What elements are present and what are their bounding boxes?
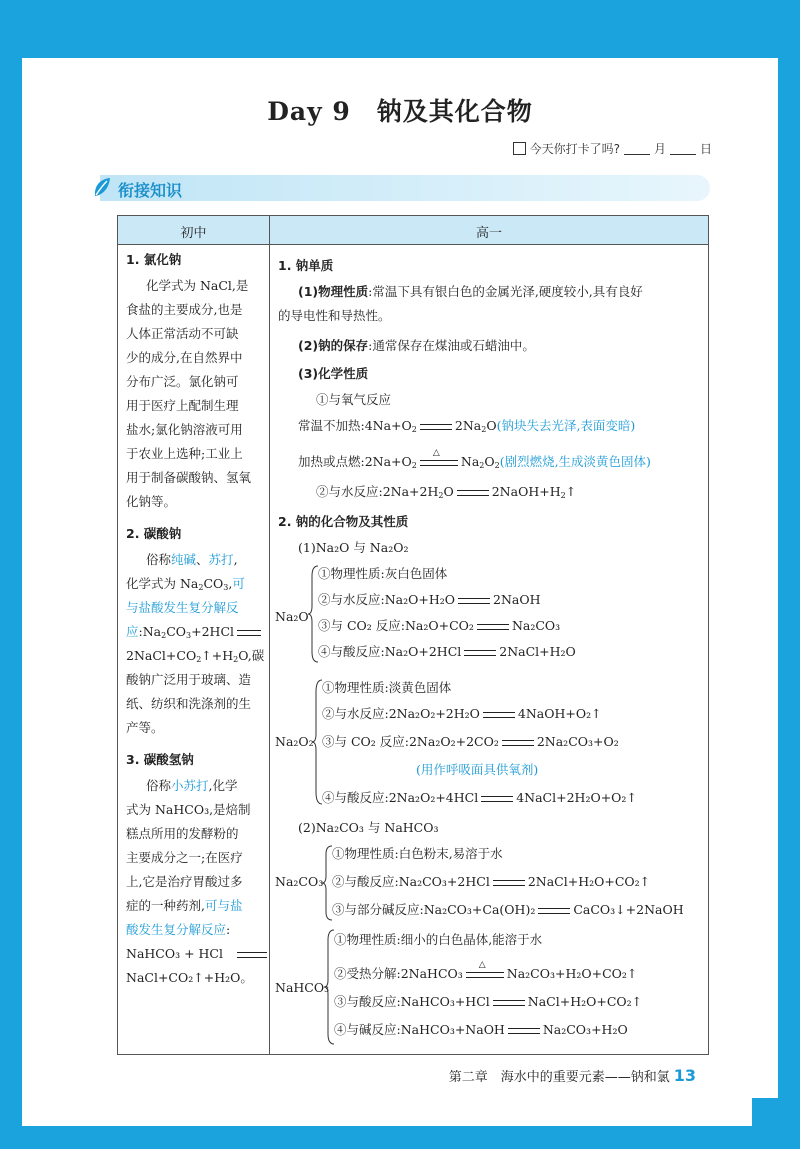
- nacl-line: 于农业上选种;工业上: [126, 446, 243, 461]
- section-bar: [100, 175, 710, 201]
- day-blank[interactable]: [670, 142, 696, 155]
- na2co3-line: 酸钠广泛用于玻璃、造: [126, 672, 252, 687]
- left-heading-nacl: 1. 氯化钠: [126, 252, 182, 267]
- right-heading-sodium: 1. 钠单质: [278, 258, 334, 273]
- section-title: 衔接知识: [118, 181, 183, 200]
- na2o2-item: ①物理性质:淡黄色固体: [322, 680, 452, 695]
- compound-heading-na2o: (1)Na₂O 与 Na₂O₂: [298, 540, 409, 555]
- na2co3-item: ③与部分碱反应:Na₂CO₃+Ca(OH)₂ CaCO₃↓+2NaOH: [332, 902, 684, 917]
- nahco3-line: 上,它是治疗胃酸过多: [126, 874, 243, 889]
- column-divider: [269, 216, 270, 1054]
- physical-property-line: (1)物理性质:常温下具有银白色的金属光泽,硬度较小,具有良好: [298, 284, 643, 299]
- physical-property-line-2: 的导电性和导热性。: [278, 308, 391, 323]
- oxygen-reaction-heading: ①与氧气反应: [316, 392, 392, 407]
- nahco3-item: ①物理性质:细小的白色晶体,能溶于水: [334, 932, 543, 947]
- nacl-line: 食盐的主要成分,也是: [126, 302, 243, 317]
- nacl-line: 人体正常活动不可缺: [126, 326, 239, 341]
- na2o2-item: ③与 CO₂ 反应:2Na₂O₂+2CO₂ 2Na₂CO₃+O₂: [322, 734, 619, 749]
- nacl-line: 盐水;氯化钠溶液可用: [126, 422, 243, 437]
- bottom-band-gap: [22, 1098, 752, 1126]
- na2co3-line-1: 俗称纯碱、苏打,: [146, 552, 238, 567]
- month-label: 月: [653, 142, 666, 156]
- reaction-water: ②与水反应$:2Na+2H_2O$ $2NaOH+H_2↑$: [316, 484, 577, 500]
- nahco3-line-7: 酸发生复分解反应:: [126, 922, 231, 937]
- na2co3-line-5: $2NaCl+CO_2↑+H_2O$,碳: [126, 648, 265, 664]
- checkin-checkbox[interactable]: [513, 142, 526, 155]
- nacl-line: 化学式为 NaCl,是: [146, 278, 249, 293]
- na2co3-item: ②与酸反应:Na₂CO₃+2HCl 2NaCl+H₂O+CO₂↑: [332, 874, 651, 889]
- left-heading-nahco3: 3. 碳酸氢钠: [126, 752, 194, 767]
- na2o2-item: ②与水反应:2Na₂O₂+2H₂O 4NaOH+O₂↑: [322, 706, 602, 721]
- header-junior: 初中: [180, 226, 207, 241]
- na2o2-item: ④与酸反应:2Na₂O₂+4HCl 4NaCl+2H₂O+O₂↑: [322, 790, 637, 805]
- nacl-line: 分布广泛。氯化钠可: [126, 374, 239, 389]
- header-senior: 高一: [475, 226, 502, 241]
- na2o-item: ④与酸反应:Na₂O+2HCl 2NaCl+H₂O: [318, 644, 576, 659]
- na2o-item: ②与水反应:Na₂O+H₂O 2NaOH: [318, 592, 541, 607]
- reaction-room-temp: 常温不加热$:4Na+O_2$ $2Na_2O$(钠块失去光泽,表面变暗): [298, 418, 636, 434]
- checkin-text: 今天你打卡了吗?: [529, 142, 620, 156]
- nacl-line: 用于医疗上配制生理: [126, 398, 239, 413]
- nahco3-item: ②受热分解:2NaHCO₃△ Na₂CO₃+H₂O+CO₂↑: [334, 966, 637, 982]
- na2o2-label: Na₂O₂: [275, 734, 314, 749]
- na2co3-line: 产等。: [126, 720, 164, 735]
- nacl-line: 少的成分,在自然界中: [126, 350, 243, 365]
- compound-heading-carbonates: (2)Na₂CO₃ 与 NaHCO₃: [298, 820, 439, 835]
- left-heading-na2co3: 2. 碳酸钠: [126, 526, 182, 541]
- na2co3-line: 纸、纺织和洗涤剂的生: [126, 696, 252, 711]
- na2o-item: ①物理性质:灰白色固体: [318, 566, 448, 581]
- checkin-line: [513, 140, 712, 157]
- na2co3-label: Na₂CO₃: [275, 874, 324, 889]
- chemical-property-heading: (3)化学性质: [298, 366, 369, 381]
- nacl-line: 化钠等。: [126, 494, 177, 509]
- nahco3-item: ③与酸反应:NaHCO₃+HCl NaCl+H₂O+CO₂↑: [334, 994, 643, 1009]
- na2co3-item: ①物理性质:白色粉末,易溶于水: [332, 846, 503, 861]
- nahco3-item: ④与碱反应:NaHCO₃+NaOH Na₂CO₃+H₂O: [334, 1022, 628, 1037]
- nahco3-line: 糕点所用的发酵粉的: [126, 826, 239, 841]
- nacl-line: 用于制备碳酸钠、氢氧: [126, 470, 252, 485]
- page-number: 13: [673, 1066, 696, 1085]
- storage-line: (2)钠的保存:通常保存在煤油或石蜡油中。: [298, 338, 535, 353]
- na2o2-note: (用作呼吸面具供氧剂): [416, 762, 539, 777]
- day-label: 日: [699, 142, 712, 156]
- chapter-title: 第二章 海水中的重要元素——钠和氯: [448, 1070, 670, 1085]
- nahco3-line-9: NaCl+CO₂↑+H₂O。: [126, 970, 253, 985]
- month-blank[interactable]: [624, 142, 650, 155]
- table-header-row: [118, 216, 708, 245]
- right-band: [778, 58, 800, 1098]
- nahco3-line: 主要成分之一;在医疗: [126, 850, 243, 865]
- nahco3-line-1: 俗称小苏打,化学: [146, 778, 238, 793]
- na2co3-line-3: 与盐酸发生复分解反: [126, 600, 239, 615]
- page-footer: [449, 1066, 696, 1085]
- knowledge-table: [117, 215, 709, 1055]
- nahco3-line-6: 症的一种药剂,可与盐: [126, 898, 243, 913]
- reaction-heating: 加热或点燃$:2Na+O_2\triangle$ $Na_2O_2$(剧烈燃烧,生成淡黄色固体): [298, 454, 651, 470]
- nahco3-label: NaHCO₃: [275, 980, 330, 995]
- leaf-icon: [92, 176, 112, 198]
- right-heading-compounds: 2. 钠的化合物及其性质: [278, 514, 409, 529]
- left-band: [0, 58, 22, 1098]
- na2co3-line-4: 应$:Na_2CO_3+2HCl$: [126, 624, 264, 640]
- na2co3-line-2: 化学式为 $Na_2CO_3$,可: [126, 576, 245, 592]
- top-band: [0, 0, 800, 58]
- page-title: Day 9 钠及其化合物: [267, 97, 533, 126]
- nahco3-line: 式为 NaHCO₃,是焙制: [126, 802, 251, 817]
- nahco3-line-8: NaHCO₃ + HCl: [126, 946, 270, 962]
- na2o-label: Na₂O: [275, 609, 309, 624]
- na2o-item: ③与 CO₂ 反应:Na₂O+CO₂ Na₂CO₃: [318, 618, 561, 633]
